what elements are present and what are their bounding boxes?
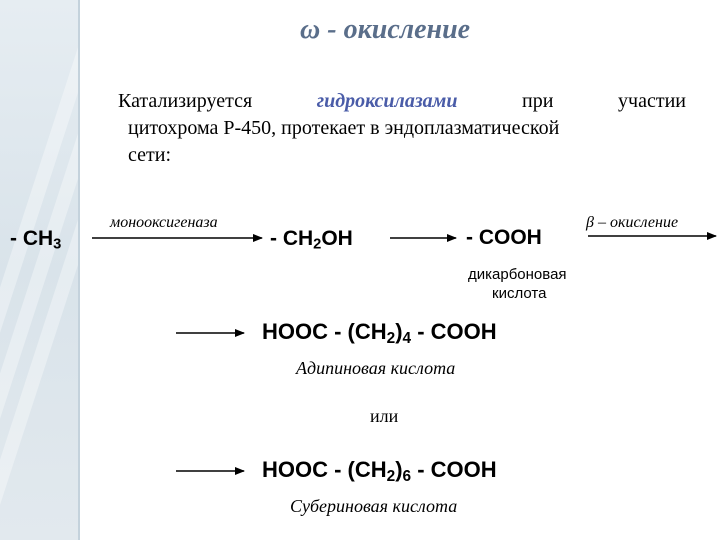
adipic-acid-formula: HOOC - $(CH_2)_4$ - COOH bbox=[262, 319, 497, 347]
formula-tail: - COOH bbox=[411, 319, 497, 344]
methyl-text: - CH bbox=[10, 227, 54, 250]
or-label: или bbox=[370, 406, 399, 426]
carboxyl-group: - COOH bbox=[466, 226, 542, 249]
product-label-line-1: дикарбоновая bbox=[468, 266, 567, 283]
formula-index: 4 bbox=[402, 329, 412, 347]
suberic-acid-name: Субериновая кислота bbox=[290, 496, 458, 516]
hydroxymethyl-group bbox=[270, 227, 353, 253]
formula-subscript: 2 bbox=[386, 467, 396, 485]
paragraph-line-3: сети: bbox=[128, 144, 171, 166]
methyl-group bbox=[10, 227, 61, 253]
formula-index: 6 bbox=[402, 467, 412, 485]
hydroxymethyl-subscript: 2 bbox=[313, 236, 322, 253]
slide-title: ω - окисление bbox=[300, 14, 471, 45]
paragraph-word: при bbox=[522, 90, 554, 112]
paragraph-word: участии bbox=[618, 90, 686, 112]
adipic-acid-name: Адипиновая кислота bbox=[296, 358, 456, 378]
hydroxymethyl-tail: OH bbox=[321, 227, 353, 250]
formula-head: HOOC - (CH bbox=[262, 319, 387, 344]
hydroxymethyl-text: - CH bbox=[270, 227, 314, 250]
paragraph-word: Катализируется bbox=[118, 90, 253, 112]
suberic-acid-formula: HOOC - $(CH_2)_6$ - COOH bbox=[262, 457, 497, 485]
formula-subscript: 2 bbox=[386, 329, 396, 347]
formula-tail: - COOH bbox=[411, 457, 497, 482]
enzyme-label: монооксигеназа bbox=[110, 214, 218, 231]
product-label-line-2: кислота bbox=[492, 285, 547, 302]
formula-head: HOOC - (CH bbox=[262, 457, 387, 482]
beta-oxidation-label: β – окисление bbox=[586, 214, 679, 231]
methyl-subscript: 3 bbox=[53, 236, 62, 253]
highlight-term: гидроксилазами bbox=[316, 90, 458, 112]
paragraph-line-2: цитохрома Р-450, протекает в эндоплазматической bbox=[128, 117, 560, 139]
